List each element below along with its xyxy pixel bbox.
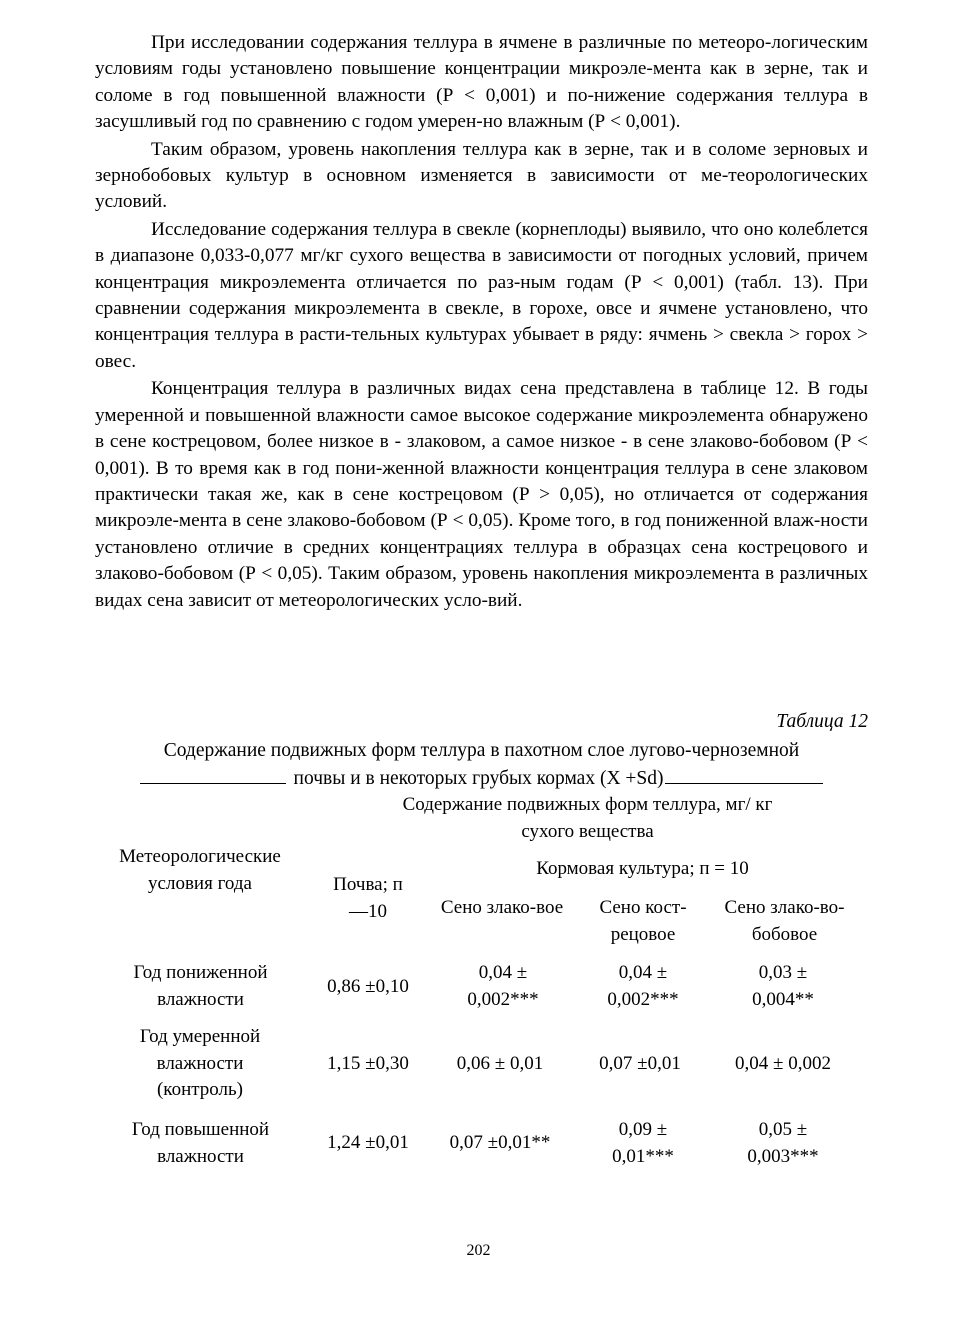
caption-rule-left [140,765,286,784]
caption-line-1: Содержание подвижных форм теллура в пахотном слое лугово-черноземной [163,740,800,761]
paragraph-2: Таким образом, уровень накопления теллура как в зерне, так и в соломе зерновых и зернобобовых культур в основном изменяется в зависимости от ме-теорологических условий. [95,138,868,213]
row-condition: Год пониженной влажности [133,962,268,1010]
header-conditions: Метеорологические условия года [119,846,281,894]
row-hay-brome: 0,07 ±0,01 [599,1053,681,1074]
row-hay-cereal: 0,07 ±0,01** [449,1132,551,1153]
header-soil: Почва; п —10 [333,874,403,922]
row-condition: Год повышенной влажности [131,1119,270,1167]
header-hay-cereal: Сено злако-вое [440,897,564,918]
header-hay-brome: Сено кост-рецовое [599,897,687,945]
paragraph-3: Исследование содержания теллура в свекле (корнеплоды) выявило, что оно колеблется в диапазоне 0,033-0,077 мг/кг сухого вещества в зависимости от погодных условий, причем концентрация микроэлемента отличается по раз-ным годам (Р < 0,001) (табл. 13). При сравнении содержания микроэлемента в свекле, в горохе, овсе и ячмене установлено, что концентрация теллура в расти-тельных культурах убывает в ряду: ячмень > свекла > горох > овес. [95,218,868,372]
body-text [95,30,868,614]
row-hay-cereal-legume: 0,05 ± 0,003*** [747,1119,819,1167]
row-hay-cereal-legume: 0,04 ± 0,002 [735,1053,831,1074]
row-hay-brome: 0,09 ± 0,01*** [612,1119,674,1167]
row-hay-brome: 0,04 ± 0,002*** [607,962,679,1010]
header-hay-cereal-legume: Сено злако-во-бобовое [724,897,845,945]
paragraph-1: При исследовании содержания теллура в ячмене в различные по метеоро-логическим условиям годы установлено повышение концентрации микроэле-мента как в зерне, так и соломе в год повышенной влажности (Р < 0,001) и по-нижение содержания теллура в засушливый год по сравнению с годом умерен-но влажным (Р < 0,001). [95,32,868,133]
row-soil: 0,86 ±0,10 [327,976,409,997]
paragraph-4: Концентрация теллура в различных видах сена представлена в таблице 12. В годы умеренной и повышенной влажности самое высокое содержание микроэлемента обнаружено в сене кострецовом, более низкое в - злаковом, а самое низкое - в сене злаково-бобовом (Р < 0,001). В то время как в год пони-женной влажности концентрация теллура в сене злаковом практически такая же, как в сене кострецовом (Р > 0,05), но отличается от содержания микроэле-мента в сене злаково-бобовом (Р < 0,05). Кроме того, в год пониженной влаж-ности установлено отличие в средних концентрациях теллура в образцах сена кострецового и злаково-бобовом (Р < 0,05). Таким образом, уровень накопления микроэлемента в различных видах сена зависит от метеорологических усло-вий. [95,378,868,611]
header-feed: Кормовая культура; п = 10 [536,858,749,879]
row-hay-cereal: 0,04 ± 0,002*** [467,962,539,1010]
table-caption [95,738,868,792]
caption-rule-right [665,765,823,784]
row-hay-cereal-legume: 0,03 ± 0,004** [752,962,814,1010]
row-hay-cereal: 0,06 ± 0,01 [456,1053,544,1074]
table-label: Таблица 12 [776,711,868,732]
page-number: 202 [466,1242,491,1259]
row-soil: 1,24 ±0,01 [327,1132,409,1153]
row-soil: 1,15 ±0,30 [327,1053,409,1074]
row-condition: Год умеренной влажности (контроль) [139,1026,261,1100]
caption-line-2: почвы и в некоторых грубых кормах (X +Sd) [293,767,664,789]
header-content: Содержание подвижных форм теллура, мг/ кг сухого вещества [402,794,773,842]
